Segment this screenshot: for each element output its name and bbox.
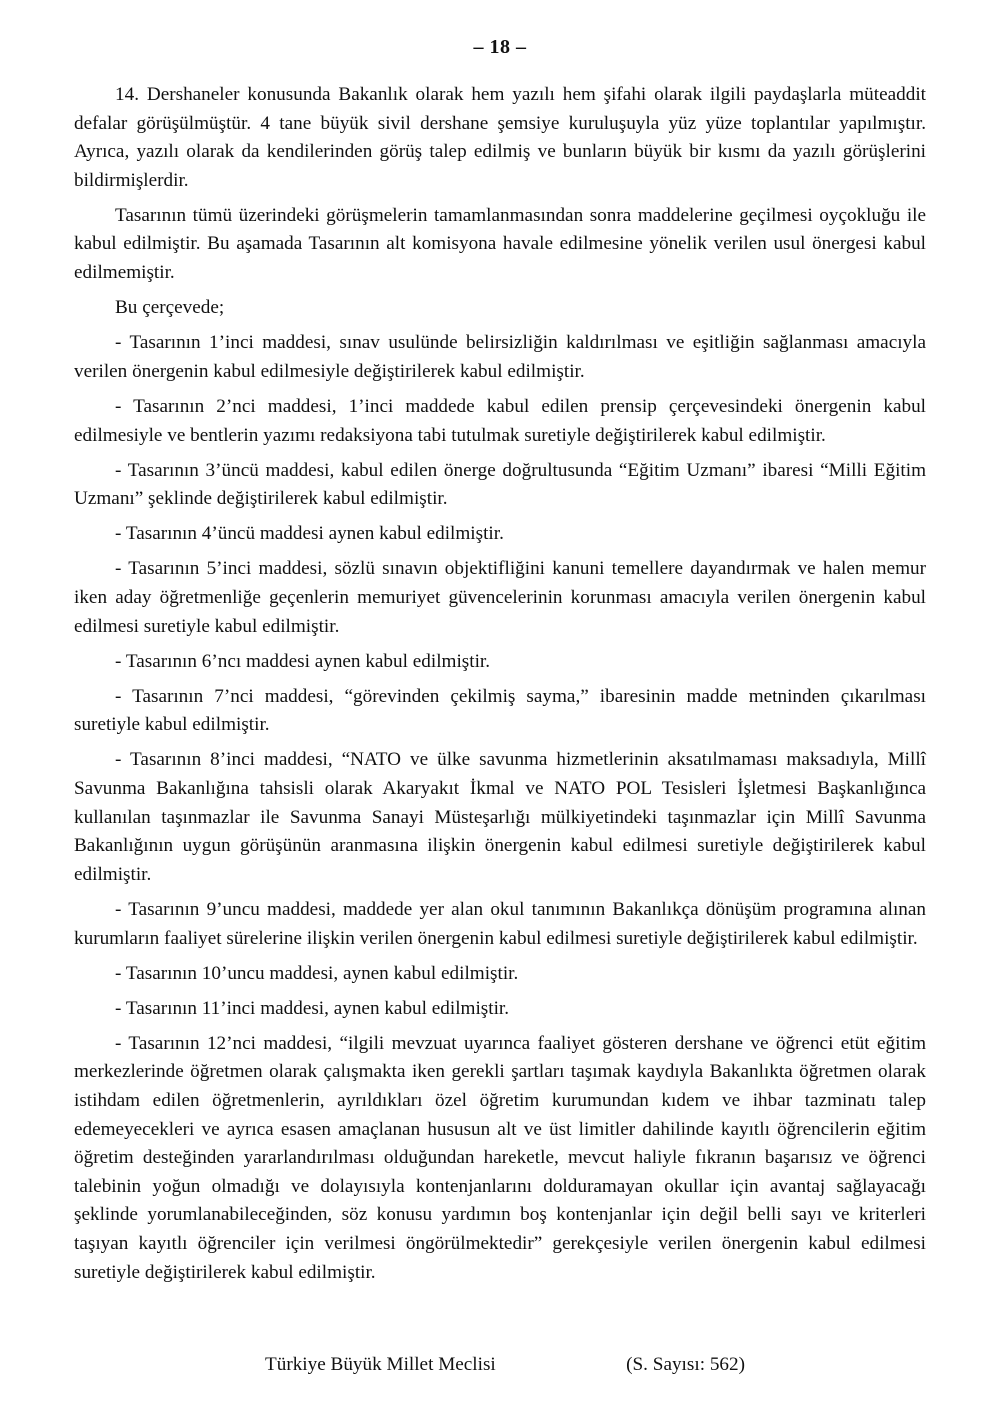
paragraph-madde-5: - Tasarının 5’inci maddesi, sözlü sınavın objektifliğini kanuni temellere dayandırmak ve halen memur iken aday öğretmenliğe geçenlerin memuriyet güvencelerinin korunması amacıyla verilen önergenin kabul edilmesi suretiyle kabul edilmiştir. xyxy=(74,558,926,637)
paragraph-dershaneler: 14. Dershaneler konusunda Bakanlık olarak hem yazılı hem şifahi olarak ilgili paydaşlarla müteaddit defalar görüşülmüştür. 4 tane büyük sivil dershane şemsiye kuruluşuyla yüz yüze toplantılar yapılmıştır. Ayrıca, yazılı olarak da kendilerinden görüş talep edilmiş ve bunların büyük bir kısmı da yazılı görüşlerini bildirmişlerdir. xyxy=(74,84,926,191)
paragraph-madde-4: - Tasarının 4’üncü maddesi aynen kabul edilmiştir. xyxy=(115,523,504,545)
paragraph-bu-cercevede: Bu çerçevede; xyxy=(115,297,225,319)
page-footer xyxy=(265,1354,745,1376)
paragraph-madde-3: - Tasarının 3’üncü maddesi, kabul edilen önerge doğrultusunda “Eğitim Uzmanı” ibaresi “Milli Eğitim Uzmanı” şeklinde değiştirilerek kabul edilmiştir. xyxy=(74,459,926,510)
paragraph-madde-9: - Tasarının 9’uncu maddesi, maddede yer alan okul tanımının Bakanlıkça dönüşüm programına alınan kurumların faaliyet sürelerine ilişkin verilen önergenin kabul edilmesi suretiyle değiştirilerek kabul edilmiştir. xyxy=(74,898,926,949)
footer-issue-number: (S. Sayısı: 562) xyxy=(626,1354,745,1375)
paragraph-madde-11: - Tasarının 11’inci maddesi, aynen kabul edilmiştir. xyxy=(115,997,510,1019)
paragraph-madde-10: - Tasarının 10’uncu maddesi, aynen kabul edilmiştir. xyxy=(115,962,519,984)
document-body xyxy=(74,81,926,1294)
paragraph-madde-8: - Tasarının 8’inci maddesi, “NATO ve ülke savunma hizmetlerinin aksatılmaması maksadıyla, Millî Savunma Bakanlığına tahsisli olarak Akaryakıt İkmal ve NATO POL Tesisleri İşletmesi Başkanlığınca kullanılan taşınmazlar ile Savunma Sanayi Müsteşarlığı mülkiyetindeki taşınmazlar için Millî Savunma Bakanlığının uygun görüşünün aranmasına ilişkin önergenin kabul edilmesi suretiyle değiştirilerek kabul edilmiştir. xyxy=(74,749,926,885)
paragraph-madde-12: - Tasarının 12’nci maddesi, “ilgili mevzuat uyarınca faaliyet gösteren dershane ve öğrenci etüt eğitim merkezlerinde öğretmen olarak çalışmakta iken gerekli şartları taşımak kaydıyla Bakanlıkta öğretmen olarak istihdam edilen öğretmenlerin, ayrıldıkları özel öğretim kurumundan kıdem ve ihbar tazminatı talep edemeyecekleri ve ayrıca esasen amaçlanan hususun alt ve üst limitler dahilinde kayıtlı öğrencilerin eğitim öğretim desteğinden yararlandırılması olduğundan hareketle, mevcut haliyle fıkranın başarısız ve öğrenci talebinin yoğun olmadığı ve dolayısıyla kontenjanlarını dolduramayan okullar için avantaj sağlayacağı şeklinde yorumlanabileceğinden, söz konusu yardımın boş kontenjanlar için değil belli sayı ve kriterleri taşıyan kayıtlı öğrenciler için verilmesi öngörülmektedir” gerekçesiyle verilen önergenin kabul edilmesi suretiyle değiştirilerek kabul edilmiştir. xyxy=(74,1032,926,1283)
paragraph-madde-1: - Tasarının 1’inci maddesi, sınav usulünde belirsizliğin kaldırılması ve eşitliğin sağlanması amacıyla verilen önergenin kabul edilmesiyle değiştirilerek kabul edilmiştir. xyxy=(74,332,926,382)
footer-institution: Türkiye Büyük Millet Meclisi xyxy=(265,1354,496,1375)
paragraph-madde-2: - Tasarının 2’nci maddesi, 1’inci maddede kabul edilen prensip çerçevesindeki önergenin kabul edilmesiyle ve bentlerin yazımı redaksiyona tabi tutulmak suretiyle değiştirilerek kabul edilmiştir. xyxy=(74,395,926,446)
paragraph-madde-7: - Tasarının 7’nci maddesi, “görevinden çekilmiş sayma,” ibaresinin madde metninden çıkarılması suretiyle kabul edilmiştir. xyxy=(74,685,926,736)
paragraph-madde-6: - Tasarının 6’ncı maddesi aynen kabul edilmiştir. xyxy=(115,650,491,672)
page-number: – 18 – xyxy=(473,36,527,58)
paragraph-tasari-gorusmeleri: Tasarının tümü üzerindeki görüşmelerin tamamlanmasından sonra maddelerine geçilmesi oyçokluğu ile kabul edilmiştir. Bu aşamada Tasarının alt komisyona havale edilmesine yönelik verilen usul önergesi kabul edilmemiştir. xyxy=(74,204,926,284)
